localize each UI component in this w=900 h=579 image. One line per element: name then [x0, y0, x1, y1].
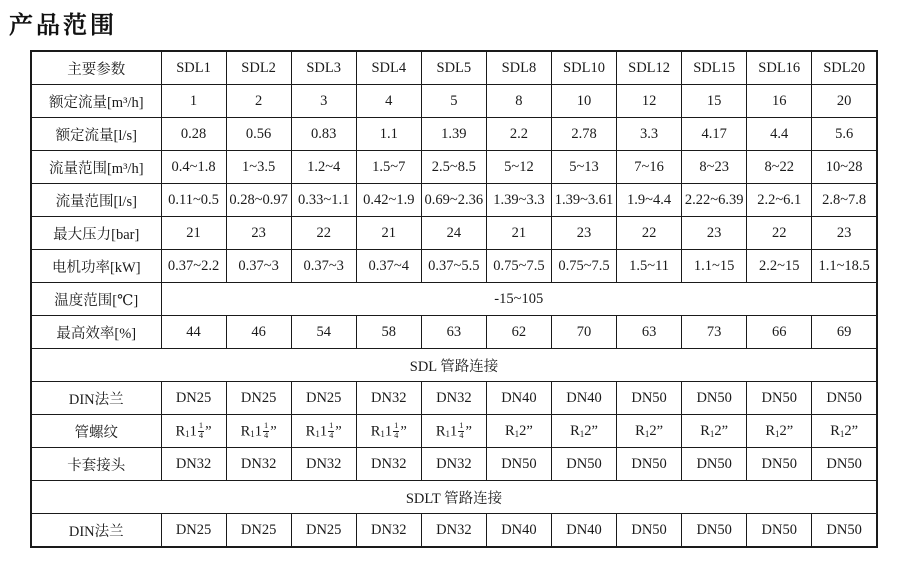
value-cell: 0.75~7.5: [551, 250, 616, 283]
value-cell: DN25: [161, 514, 226, 548]
value-cell: 0.11~0.5: [161, 184, 226, 217]
value-cell: DN25: [291, 514, 356, 548]
value-cell: 8: [486, 85, 551, 118]
value-cell: DN32: [421, 382, 486, 415]
value-cell: DN50: [812, 514, 877, 548]
value-cell: 22: [617, 217, 682, 250]
table-row: [31, 118, 877, 151]
param-label-cell: DIN法兰: [31, 382, 161, 415]
param-label-cell: 最高效率[%]: [31, 316, 161, 349]
value-cell: 1.39~3.3: [486, 184, 551, 217]
section-row: [31, 349, 877, 382]
value-cell: 5~12: [486, 151, 551, 184]
model-header-cell: SDL15: [682, 51, 747, 85]
value-cell: 0.56: [226, 118, 291, 151]
model-header-cell: SDL5: [421, 51, 486, 85]
value-cell: 0.75~7.5: [486, 250, 551, 283]
value-cell: 58: [356, 316, 421, 349]
value-cell: 1.1~15: [682, 250, 747, 283]
model-header-cell: SDL12: [617, 51, 682, 85]
section-row: [31, 481, 877, 514]
value-cell: DN32: [356, 382, 421, 415]
value-cell: DN32: [291, 448, 356, 481]
table-row: [31, 415, 877, 448]
product-range-table: [30, 50, 878, 548]
value-cell: 1.39~3.61: [551, 184, 616, 217]
value-cell: 0.83: [291, 118, 356, 151]
value-cell: DN50: [812, 448, 877, 481]
section-header-cell: SDLT 管路连接: [31, 481, 877, 514]
param-label-cell: 温度范围[℃]: [31, 283, 161, 316]
value-cell: 10~28: [812, 151, 877, 184]
value-cell: DN32: [356, 448, 421, 481]
value-cell: $R_11$ $\frac{1}{4}$ ”: [226, 415, 291, 448]
value-cell: 7~16: [617, 151, 682, 184]
value-cell: 4.4: [747, 118, 812, 151]
value-cell: $R_11$ $\frac{1}{4}$ ”: [356, 415, 421, 448]
value-cell: 10: [551, 85, 616, 118]
value-cell: 21: [486, 217, 551, 250]
value-cell: $R_12$”: [682, 415, 747, 448]
value-cell: $R_12$”: [486, 415, 551, 448]
value-cell: $R_12$”: [551, 415, 616, 448]
value-cell: 24: [421, 217, 486, 250]
value-cell: 70: [551, 316, 616, 349]
model-header-cell: SDL20: [812, 51, 877, 85]
value-cell: DN25: [161, 382, 226, 415]
value-cell: 46: [226, 316, 291, 349]
value-cell: DN40: [551, 382, 616, 415]
value-cell: DN40: [486, 382, 551, 415]
value-cell: 23: [682, 217, 747, 250]
value-cell: 2.78: [551, 118, 616, 151]
value-cell: 54: [291, 316, 356, 349]
value-cell: 1.1: [356, 118, 421, 151]
value-cell: 0.37~3: [291, 250, 356, 283]
param-label-cell: 流量范围[m³/h]: [31, 151, 161, 184]
model-header-cell: SDL8: [486, 51, 551, 85]
value-cell: 12: [617, 85, 682, 118]
value-cell: $R_12$”: [812, 415, 877, 448]
value-cell: 5.6: [812, 118, 877, 151]
value-cell: DN25: [226, 514, 291, 548]
table-row: [31, 382, 877, 415]
value-cell: $R_12$”: [747, 415, 812, 448]
value-cell: 2.8~7.8: [812, 184, 877, 217]
value-cell: 62: [486, 316, 551, 349]
value-cell: 1.2~4: [291, 151, 356, 184]
param-label-cell: 最大压力[bar]: [31, 217, 161, 250]
value-cell: 0.42~1.9: [356, 184, 421, 217]
value-cell: DN50: [747, 448, 812, 481]
value-cell: 23: [551, 217, 616, 250]
param-label-cell: 额定流量[l/s]: [31, 118, 161, 151]
value-cell: 0.37~5.5: [421, 250, 486, 283]
corner-label-cell: 主要参数: [31, 51, 161, 85]
model-header-cell: SDL1: [161, 51, 226, 85]
value-cell: DN50: [747, 514, 812, 548]
value-cell: DN32: [356, 514, 421, 548]
value-cell: 1: [161, 85, 226, 118]
value-cell: DN50: [747, 382, 812, 415]
value-cell: 0.37~2.2: [161, 250, 226, 283]
product-range-tbody: [31, 51, 877, 547]
param-label-cell: 额定流量[m³/h]: [31, 85, 161, 118]
value-cell: 5~13: [551, 151, 616, 184]
value-cell: 0.4~1.8: [161, 151, 226, 184]
value-cell: $R_11$ $\frac{1}{4}$ ”: [421, 415, 486, 448]
section-header-cell: SDL 管路连接: [31, 349, 877, 382]
page-title: 产品范围: [9, 12, 117, 39]
value-cell: DN32: [226, 448, 291, 481]
value-cell: 1.39: [421, 118, 486, 151]
model-header-cell: SDL2: [226, 51, 291, 85]
value-cell: 2.22~6.39: [682, 184, 747, 217]
param-label-cell: 电机功率[kW]: [31, 250, 161, 283]
value-cell: DN50: [617, 382, 682, 415]
value-cell: DN40: [551, 514, 616, 548]
model-header-cell: SDL3: [291, 51, 356, 85]
value-cell: 0.69~2.36: [421, 184, 486, 217]
value-cell: 2.2~15: [747, 250, 812, 283]
model-header-cell: SDL16: [747, 51, 812, 85]
param-label-cell: 管螺纹: [31, 415, 161, 448]
table-row: [31, 184, 877, 217]
value-cell: DN50: [682, 382, 747, 415]
value-cell: DN25: [226, 382, 291, 415]
model-header-cell: SDL10: [551, 51, 616, 85]
value-cell: 73: [682, 316, 747, 349]
value-cell: DN50: [812, 382, 877, 415]
value-cell: 0.37~4: [356, 250, 421, 283]
value-cell: 69: [812, 316, 877, 349]
value-cell: 2.5~8.5: [421, 151, 486, 184]
value-cell: 44: [161, 316, 226, 349]
value-cell: DN50: [617, 448, 682, 481]
table-row: [31, 514, 877, 548]
value-cell: 23: [812, 217, 877, 250]
value-cell: 16: [747, 85, 812, 118]
value-cell: 8~22: [747, 151, 812, 184]
value-cell: 0.37~3: [226, 250, 291, 283]
value-cell: $R_12$”: [617, 415, 682, 448]
param-label-cell: DIN法兰: [31, 514, 161, 548]
value-cell: 15: [682, 85, 747, 118]
table-row: [31, 316, 877, 349]
value-cell: 1~3.5: [226, 151, 291, 184]
value-cell: 2.2: [486, 118, 551, 151]
value-cell: 1.5~7: [356, 151, 421, 184]
value-cell: DN50: [617, 514, 682, 548]
value-cell: 22: [291, 217, 356, 250]
value-cell: 3: [291, 85, 356, 118]
table-row: [31, 250, 877, 283]
value-cell: 3.3: [617, 118, 682, 151]
value-cell: DN50: [551, 448, 616, 481]
table-row: [31, 283, 877, 316]
value-cell: 22: [747, 217, 812, 250]
model-header-cell: SDL4: [356, 51, 421, 85]
value-cell: 0.33~1.1: [291, 184, 356, 217]
value-cell: 0.28: [161, 118, 226, 151]
value-cell: 8~23: [682, 151, 747, 184]
table-row: [31, 85, 877, 118]
header-row: [31, 51, 877, 85]
value-cell: DN40: [486, 514, 551, 548]
value-cell: 1.9~4.4: [617, 184, 682, 217]
value-cell: DN50: [486, 448, 551, 481]
value-cell: 0.28~0.97: [226, 184, 291, 217]
value-cell: DN50: [682, 448, 747, 481]
value-cell: $R_11$ $\frac{1}{4}$ ”: [161, 415, 226, 448]
table-row: [31, 448, 877, 481]
value-cell: 5: [421, 85, 486, 118]
value-cell: 21: [161, 217, 226, 250]
span-value-cell: -15~105: [161, 283, 877, 316]
value-cell: DN32: [421, 448, 486, 481]
value-cell: DN32: [161, 448, 226, 481]
value-cell: DN32: [421, 514, 486, 548]
value-cell: 23: [226, 217, 291, 250]
value-cell: DN25: [291, 382, 356, 415]
value-cell: 63: [421, 316, 486, 349]
param-label-cell: 卡套接头: [31, 448, 161, 481]
value-cell: 2.2~6.1: [747, 184, 812, 217]
value-cell: 1.5~11: [617, 250, 682, 283]
value-cell: 2: [226, 85, 291, 118]
param-label-cell: 流量范围[l/s]: [31, 184, 161, 217]
value-cell: 4.17: [682, 118, 747, 151]
table-row: [31, 217, 877, 250]
value-cell: DN50: [682, 514, 747, 548]
value-cell: 66: [747, 316, 812, 349]
value-cell: 1.1~18.5: [812, 250, 877, 283]
value-cell: 63: [617, 316, 682, 349]
value-cell: $R_11$ $\frac{1}{4}$ ”: [291, 415, 356, 448]
table-row: [31, 151, 877, 184]
value-cell: 20: [812, 85, 877, 118]
value-cell: 21: [356, 217, 421, 250]
value-cell: 4: [356, 85, 421, 118]
